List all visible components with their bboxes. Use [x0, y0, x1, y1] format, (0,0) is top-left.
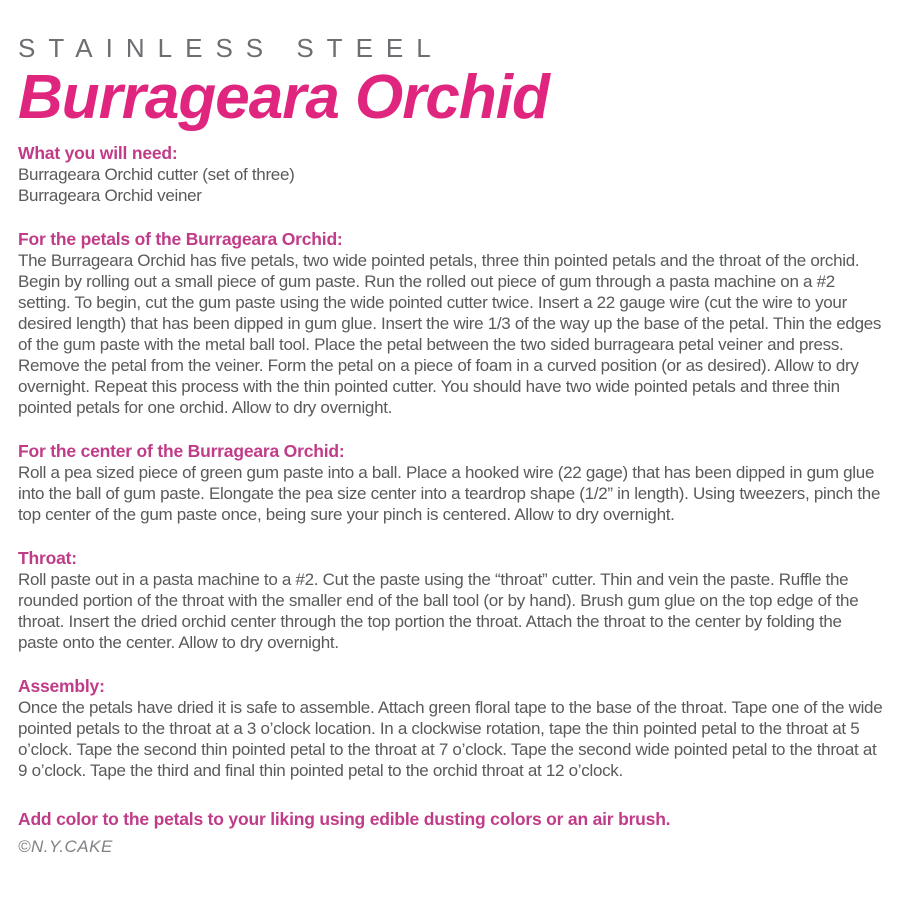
section-heading: Assembly: [18, 675, 105, 696]
section-body-text: Once the petals have dried it is safe to assemble. Attach green floral tape to the base of the throat. Tape one of the wide pointed petals to the throat at a 3 o’clock location. In a clockwise rotation, tape the thin pointed petal to the throat at 5 o’clock. Tape the second thin pointed petal to the throat at 7 o’clock. Tape the second wide pointed petal to the throat at 9 o’clock. Tape the third and final thin pointed petal to the orchid throat at 12 o’clock. [18, 697, 883, 780]
section-body-text: The Burrageara Orchid has five petals, two wide pointed petals, three thin pointed petals and the throat of the orchid. Begin by rolling out a small piece of gum paste. Run the rolled out piece of gum through a pasta machine on a #2 setting. To begin, cut the gum paste using the wide pointed cutter twice. Insert a 22 gauge wire (cut the wire to your desired length) that has been dipped in gum glue. Insert the wire 1/3 of the way up the base of the petal. Thin the edges of the gum paste with the metal ball tool. Place the petal between the two sided burrageara petal veiner and press. Remove the petal from the veiner. Form the petal on a piece of foam in a curved position (or as desired). Allow to dry overnight. Repeat this process with the thin pointed cutter. You should have two wide pointed petals and three thin pointed petals for one orchid. Allow to dry overnight. [18, 250, 882, 417]
section-body-text: Roll a pea sized piece of green gum paste into a ball. Place a hooked wire (22 gage) that has been dipped in gum glue into the ball of gum paste. Elongate the pea size center into a teardrop shape (1/2” in length). Using tweezers, pinch the top center of the gum paste once, being sure your pinch is centered. Allow to dry overnight. [18, 462, 881, 524]
page-title: Burrageara Orchid [18, 62, 549, 132]
header [18, 34, 886, 130]
section-what-you-will-need [18, 143, 886, 206]
section-center [18, 441, 886, 525]
section-heading: What you will need: [18, 142, 178, 163]
product-category-label: STAINLESS STEEL [18, 33, 444, 63]
need-list-item: Burrageara Orchid veiner [18, 185, 202, 205]
section-assembly [18, 676, 886, 781]
section-heading: For the center of the Burrageara Orchid: [18, 440, 345, 461]
coloring-tip-note: Add color to the petals to your liking using edible dusting colors or an air brush. [18, 808, 671, 829]
section-heading: Throat: [18, 547, 77, 568]
section-heading: For the petals of the Burrageara Orchid: [18, 228, 343, 249]
section-petals [18, 229, 886, 418]
copyright-mark: ©N.Y.CAKE [18, 836, 113, 856]
need-list-item: Burrageara Orchid cutter (set of three) [18, 164, 295, 184]
section-throat [18, 548, 886, 653]
section-body-text: Roll paste out in a pasta machine to a #2. Cut the paste using the “throat” cutter. Thin and vein the paste. Ruffle the rounded portion of the throat with the smaller end of the ball tool (or by hand). Brush gum glue on the top edge of the throat. Insert the dried orchid center through the top portion the throat. Attach the throat to the center by folding the paste onto the center. Allow to dry overnight. [18, 569, 859, 652]
